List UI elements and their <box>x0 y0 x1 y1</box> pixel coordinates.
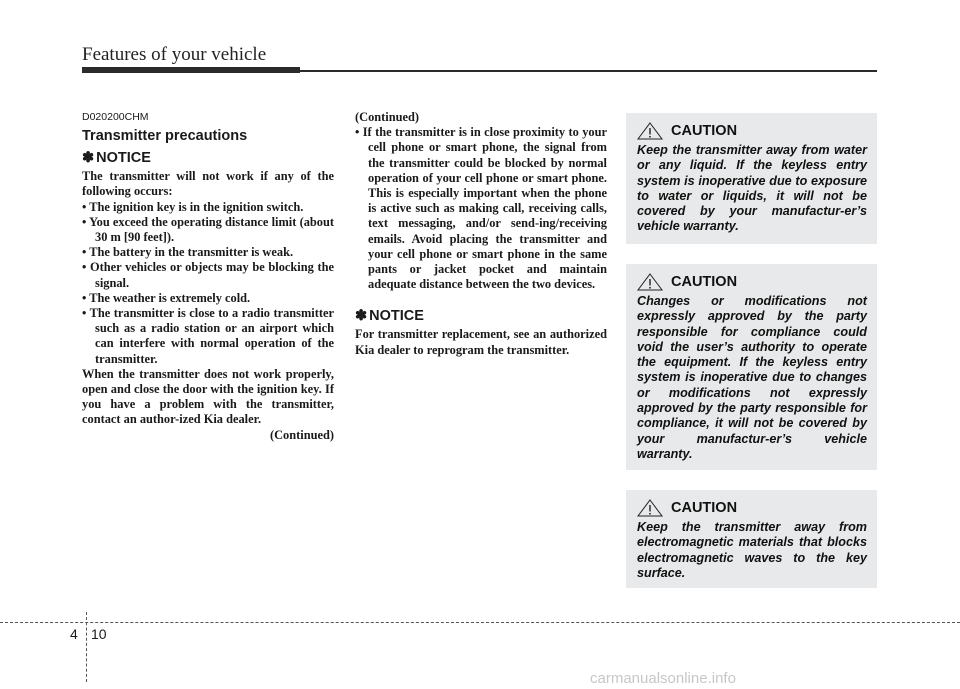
caution-box <box>626 113 877 244</box>
notice-star-icon: ✽ <box>82 150 95 167</box>
warning-triangle-icon <box>637 499 663 517</box>
watermark: carmanualsonline.info <box>590 670 736 687</box>
warning-triangle-icon <box>637 273 663 291</box>
page-number: 10 <box>91 626 107 642</box>
notice-closing: When the transmitter does not work properly, open and close the door with the ignition key. If you have a problem with the transmitter, contact an author-ized Kia dealer. <box>82 366 334 427</box>
caution-box <box>626 490 877 588</box>
notice-label: NOTICE <box>96 150 151 167</box>
section-heading: Transmitter precautions <box>82 128 248 145</box>
notice-intro: The transmitter will not work if any of the following occurs: <box>82 169 334 199</box>
notice-text: For transmitter replacement, see an authorized Kia dealer to reprogram the transmitter. <box>355 327 607 357</box>
caution-box <box>626 264 877 470</box>
notice-heading <box>82 150 334 167</box>
middle-column <box>355 110 607 358</box>
section-code: D020200CHM <box>82 111 149 123</box>
bullet-item: • If the transmitter is in close proximity to your cell phone or smart phone, the signal from the transmitter could be blocked by normal operation of your cell phone or smart phone. This is especially important when the phone is active such as making call, receiving calls, text messaging, and/or send-ing/receiving emails. Avoid placing the transmitter and your cell phone or smart phone in the same pants or jacket pocket and maintain adequate distance between the two devices. <box>355 125 607 292</box>
bullet-item: • You exceed the operating distance limit (about 30 m [90 feet]). <box>82 214 334 245</box>
bullet-item: • The battery in the transmitter is weak. <box>82 245 294 260</box>
section-number: 4 <box>70 626 78 642</box>
bullet-item: • The transmitter is close to a radio transmitter such as a radio station or an airport which can interfere with normal operation of the transmitter. <box>82 306 334 366</box>
caution-title: CAUTION <box>671 500 738 516</box>
caution-title: CAUTION <box>671 123 738 139</box>
caution-title: CAUTION <box>671 274 738 290</box>
bullet-item: • The ignition key is in the ignition switch. <box>82 199 304 214</box>
footer-rule <box>0 622 960 623</box>
continued-label: (Continued) <box>355 110 420 124</box>
caution-text: Changes or modifications not expressly approved by the party responsible for compliance could void the user’s authority to operate the equipment. If the keyless entry system is inoperative due to changes or modifications not expressly approved by the party responsible for compliance, it will not be covered by your manufactur-er’s vehicle warranty. <box>637 294 867 461</box>
continued-label: (Continued) <box>269 427 334 442</box>
left-column <box>82 110 334 443</box>
header-rule-thick <box>82 67 300 73</box>
page-header-title: Features of your vehicle <box>82 44 267 65</box>
caution-text: Keep the transmitter away from electromagnetic materials that blocks electromagnetic waves to the key surface. <box>637 520 867 580</box>
notice-heading <box>355 308 607 325</box>
bullet-item: • Other vehicles or objects may be blocking the signal. <box>82 260 334 290</box>
bullet-item: • The weather is extremely cold. <box>82 290 251 305</box>
warning-triangle-icon <box>637 122 663 140</box>
header-rule-thin <box>300 70 877 72</box>
footer-divider <box>86 612 87 682</box>
notice-label: NOTICE <box>369 308 424 325</box>
caution-text: Keep the transmitter away from water or any liquid. If the keyless entry system is inoperative due to exposure to water or liquids, it will not be covered by your manufactur-er’s vehicle warranty. <box>637 143 867 234</box>
notice-star-icon: ✽ <box>355 308 368 325</box>
